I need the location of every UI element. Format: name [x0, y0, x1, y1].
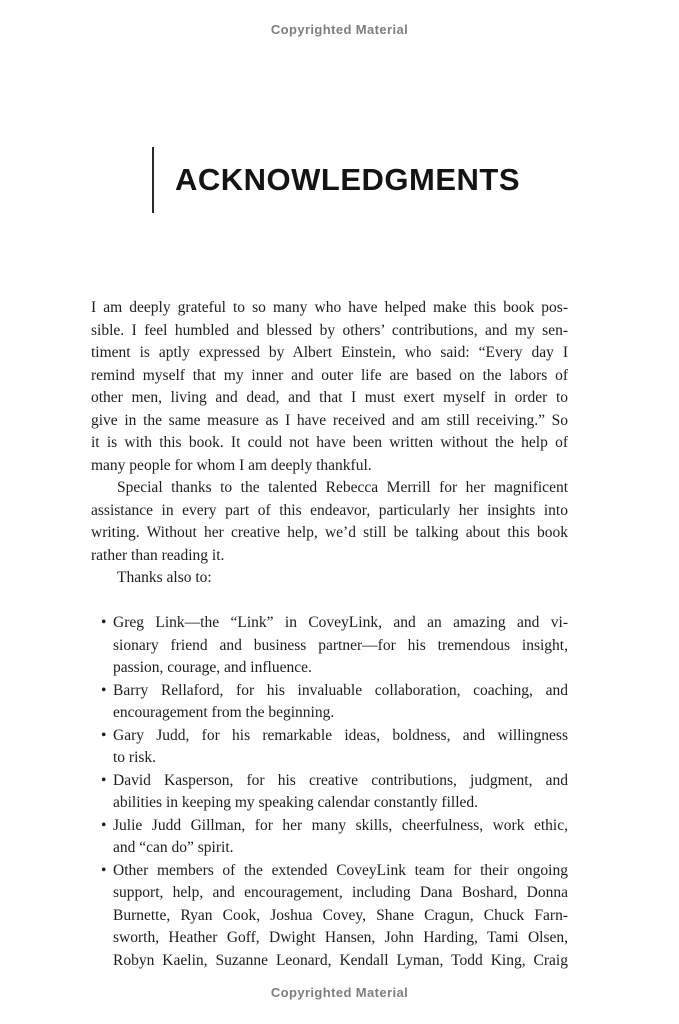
text-line: to risk.: [113, 749, 157, 766]
header-copyright-notice: Copyrighted Material: [270, 22, 409, 37]
text-line: sionary friend and business partner—for his tremendous insight,: [113, 636, 568, 654]
text-line: remind myself that my inner and outer life are based on the labors of: [91, 366, 568, 384]
text-line: timent is aptly expressed by Albert Einstein, who said: “Every day I: [91, 344, 568, 361]
text-line: Robyn Kaelin, Suzanne Leonard, Kendall Lyman, Todd King, Craig: [113, 951, 568, 969]
footer-copyright-notice: Copyrighted Material: [270, 985, 409, 1000]
bullet-icon: •: [101, 726, 107, 744]
text-line: support, help, and encouragement, including Dana Boshard, Donna: [113, 884, 568, 901]
text-line: I am deeply grateful to so many who have helped make this book pos-: [91, 299, 568, 316]
text-line: rather than reading it.: [91, 546, 225, 564]
text-line: encouragement from the beginning.: [113, 704, 335, 721]
title-vertical-rule: [152, 147, 154, 213]
acknowledgment-list: [91, 612, 568, 972]
list-item: [91, 770, 568, 815]
list-item: [91, 680, 568, 725]
text-line: Thanks also to:: [117, 569, 212, 586]
bullet-icon: •: [101, 614, 107, 631]
text-line: passion, courage, and influence.: [113, 659, 312, 676]
text-line: David Kasperson, for his creative contributions, judgment, and: [113, 771, 568, 789]
text-line: Barry Rellaford, for his invaluable collaboration, coaching, and: [113, 681, 568, 699]
list-item: [91, 612, 568, 680]
text-line: and “can do” spirit.: [113, 839, 234, 856]
paragraph: [91, 297, 568, 477]
bullet-icon: •: [101, 816, 107, 834]
paragraph-group: [91, 297, 568, 590]
bullet-icon: •: [101, 861, 107, 879]
text-line: Gary Judd, for his remarkable ideas, boldness, and willingness: [113, 726, 568, 744]
text-line: many people for whom I am deeply thankful.: [91, 456, 372, 474]
body-text: [91, 297, 568, 972]
text-line: Burnette, Ryan Cook, Joshua Covey, Shane Cragun, Chuck Farn-: [113, 906, 568, 924]
paragraph: [91, 567, 568, 590]
text-line: it is with this book. It could not have been written without the help of: [91, 434, 568, 451]
chapter-title: ACKNOWLEDGMENTS: [175, 162, 521, 197]
bullet-icon: •: [101, 681, 107, 699]
text-line: writing. Without her creative help, we’d still be talking about this book: [91, 524, 568, 541]
text-line: other men, living and dead, and that I must exert myself in order to: [91, 389, 568, 406]
text-line: Other members of the extended CoveyLink team for their ongoing: [113, 861, 568, 879]
text-line: Greg Link—the “Link” in CoveyLink, and an amazing and vi-: [113, 614, 568, 631]
text-line: give in the same measure as I have received and am still receiving.” So: [91, 411, 568, 429]
list-item: [91, 725, 568, 770]
text-line: Julie Judd Gillman, for her many skills, cheerfulness, work ethic,: [113, 816, 568, 834]
text-line: abilities in keeping my speaking calendar constantly filled.: [113, 794, 479, 811]
list-item: [91, 815, 568, 860]
paragraph: [91, 477, 568, 567]
chapter-title-block: [152, 147, 520, 213]
text-line: sworth, Heather Goff, Dwight Hansen, John Harding, Tami Olsen,: [113, 929, 568, 946]
text-line: assistance in every part of this endeavor, particularly her insights into: [91, 501, 568, 519]
list-item: [91, 860, 568, 973]
bullet-icon: •: [101, 771, 107, 789]
text-line: sible. I feel humbled and blessed by others’ contributions, and my sen-: [91, 321, 568, 339]
text-line: Special thanks to the talented Rebecca Merrill for her magnificent: [117, 479, 568, 496]
